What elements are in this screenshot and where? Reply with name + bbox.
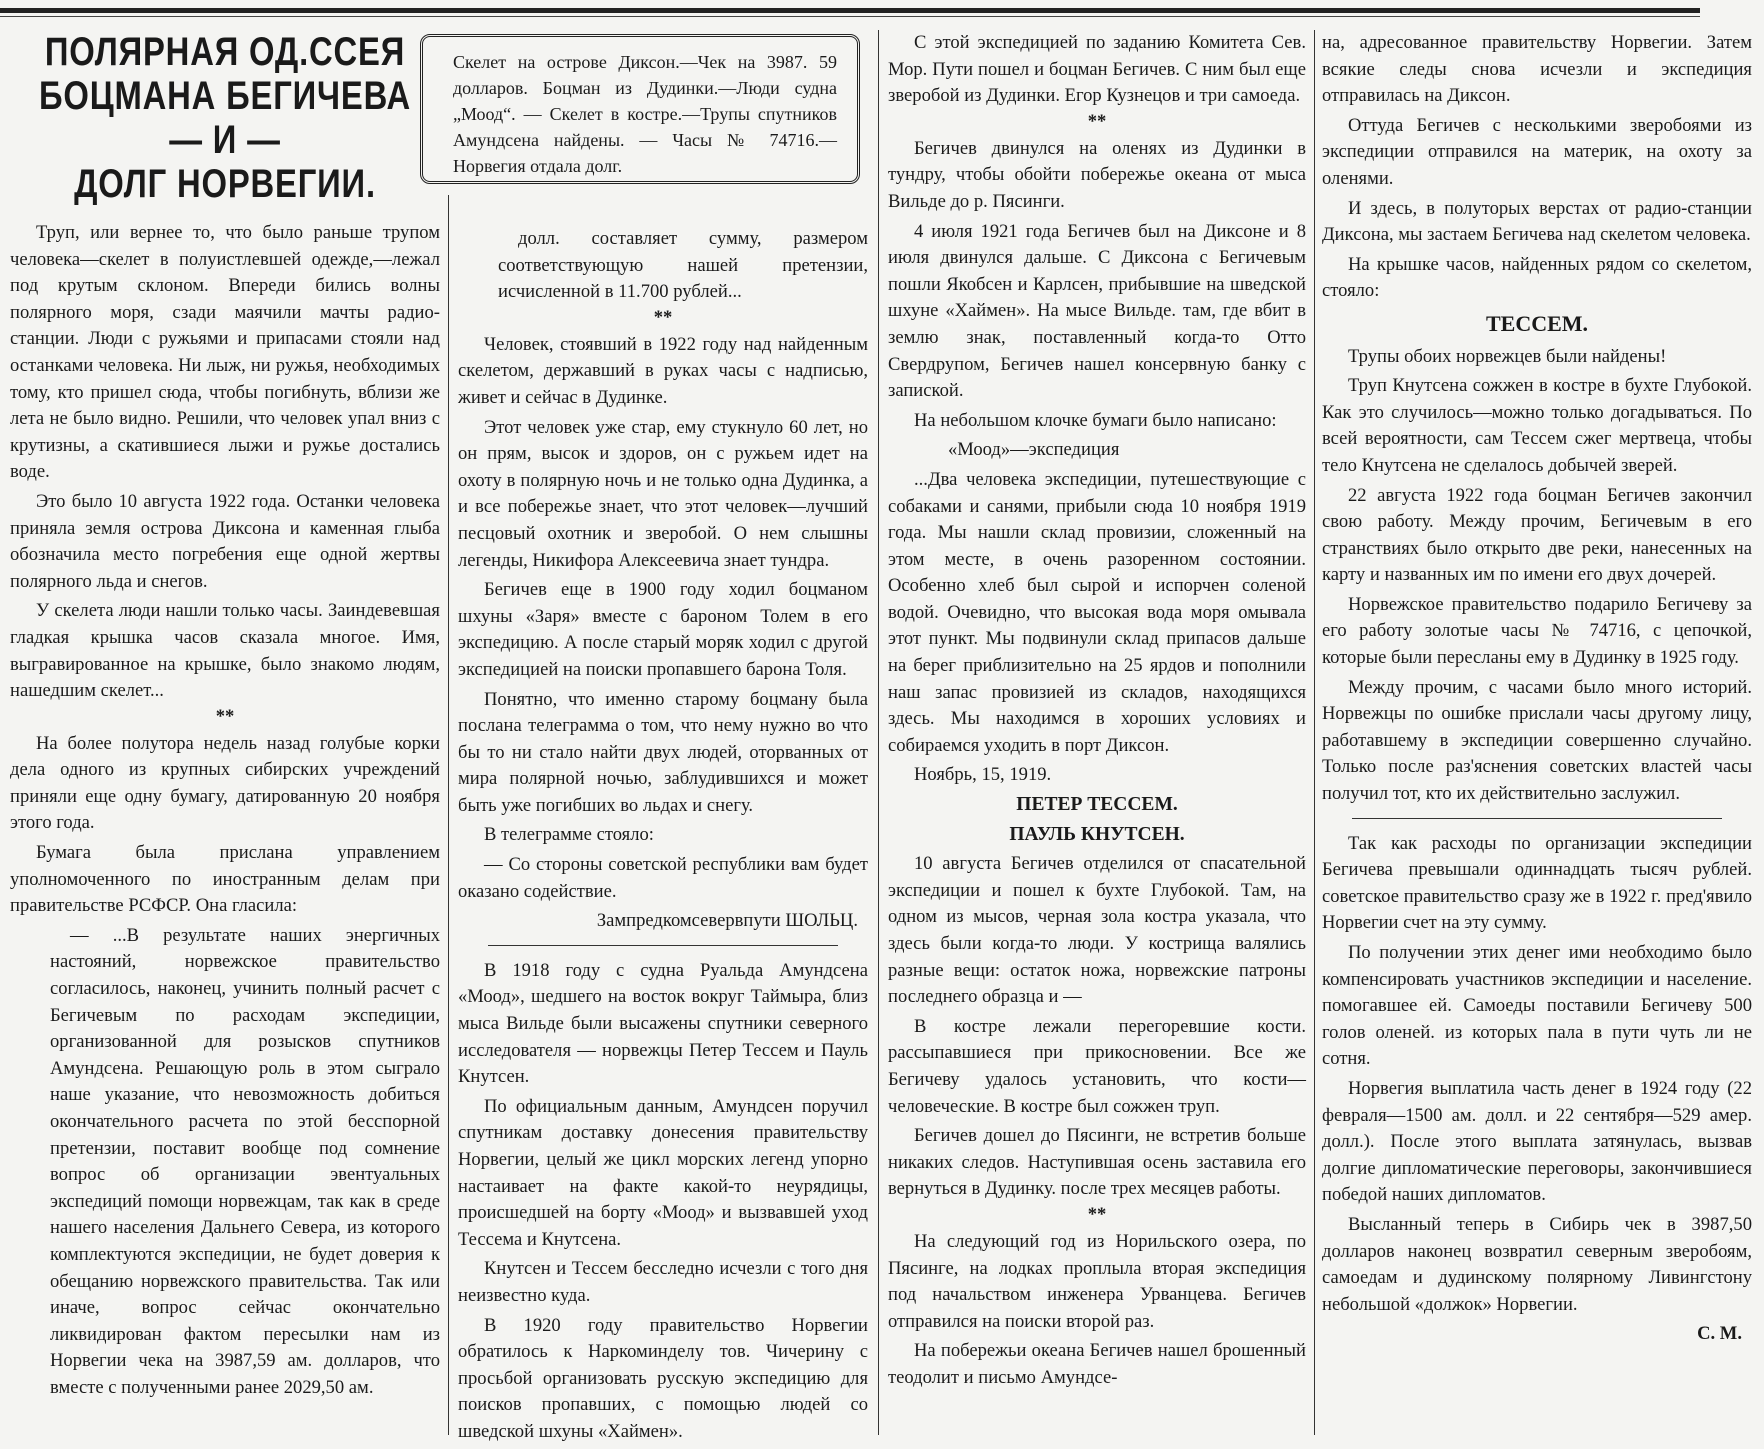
paragraph: Ноябрь, 15, 1919. bbox=[914, 764, 1052, 786]
paragraph: Это было 10 августа 1922 года. Останки человека приняла земля острова Диксона и каменная глыба обозначила место погребения еще одной жертвы полярного льда и снегов. bbox=[10, 490, 440, 592]
paragraph: ...Два человека экспедиции, путешествующие с собаками и санями, прибыли сюда 10 ноября 1919 года. Мы нашли склад провизии, сложенный на этом месте, в очень разоренном состоянии. Особенно хлеб был сырой и испорчен соленой водой. Очевидно, что высокая вода моря омывала этот пункт. Мы подвинули склад припасов дальше на берег приблизительно на 25 ярдов и пополнили наш запас провизией из складов, находящихся здесь. Мы находимся в хороших условиях и собираемся уходить в порт Диксон. bbox=[888, 468, 1306, 756]
section-divider bbox=[1352, 818, 1722, 819]
paragraph: 22 августа 1922 года боцман Бегичев закончил свою работу. Между прочим, Бегичевым в его странствиях было открыто две реки, нанесенных на карту и названных им по имени его двух дочерей. bbox=[1322, 484, 1752, 586]
paragraph: Так как расходы по организации экспедиции Бегичева превышали одиннадцать тысяч рублей. советское правительство сразу же в 1922 г. пред'явило Норвегии счет на эту сумму. bbox=[1322, 832, 1752, 934]
headline-line: БОЦМАНА БЕГИЧЕВА bbox=[39, 74, 411, 118]
paragraph: У скелета люди нашли только часы. Заиндевевшая гладкая крышка часов сказала многое. Имя, выгравированное на крышке, было знакомо людям, нашедшим скелет... bbox=[10, 600, 440, 702]
paragraph: на, адресованное правительству Норвегии. Затем всякие следы снова исчезли и экспедиция отправилась на Диксон. bbox=[1322, 32, 1752, 107]
column-rule bbox=[1314, 30, 1315, 1435]
section-break-asterisks: ** bbox=[1087, 1203, 1107, 1225]
paragraph: На более полутора недель назад голубые корки дела одного из крупных сибирских учреждений приняли еще одну бумагу, датированную 20 ноября этого года. bbox=[10, 732, 440, 834]
column-1 bbox=[10, 30, 440, 1405]
paragraph: Высланный теперь в Сибирь чек в 3987,50 долларов наконец возвратил северным зверобоям, самоедам и дудинскому полярному Ливингстону небольшой «должок» Норвегии. bbox=[1322, 1213, 1752, 1315]
signature: С. М. bbox=[1697, 1323, 1742, 1345]
paragraph: Бегичев еще в 1900 году ходил боцманом шхуны «Заря» вместе с бароном Толем в его экспедицию. А после старый моряк ходил с другой экспедицией на поиски пропавшего барона Толя. bbox=[458, 579, 868, 680]
paragraph: Бегичев дошел до Пясинги, не встретив больше никаких следов. Наступившая осень заставила его вернуться в Дудинку. после трех месяцев работы. bbox=[888, 1125, 1306, 1200]
paragraph: 4 июля 1921 года Бегичев был на Диксоне и 8 июля двинулся дальше. С Диксона с Бегичевым пошли Якобсен и Карлсен, прибывшие на шведской шхуне «Хаймен». На мысе Вильде. там, где вбит в землю знак, поставленный когда-то Отто Свердрупом, Бегичев нашел консервную банку с запиской. bbox=[888, 220, 1306, 402]
name-line: ТЕССЕМ. bbox=[1485, 310, 1589, 336]
paragraph: Этот человек уже стар, ему стукнуло 60 лет, но он прям, высок и здоров, он с ружьем идет на охоту в полярную ночь и не только одна Дудинка, а и все побережье знает, что этот человек—лучший песцовый охотник и зверобой. О нем слышны легенды, Никифора Алексеевича знает тундра. bbox=[458, 416, 868, 571]
paragraph: Бегичев двинулся на оленях из Дудинки в тундру, чтобы обойти побережье океана от мыса Вильде до р. Пясинги. bbox=[888, 137, 1306, 212]
section-break-asterisks: ** bbox=[215, 705, 235, 727]
paragraph: В 1920 году правительство Норвегии обратилось к Наркоминделу тов. Чичерину с просьбой организовать русскую экспедицию для поисков пропавших, с помощью людей со шведской шхуны «Хаймен». bbox=[458, 1314, 868, 1442]
headline-line: ПОЛЯРНАЯ ОД.ССЕЯ bbox=[44, 30, 406, 74]
column-4 bbox=[1322, 30, 1752, 1351]
name-line: ПЕТЕР ТЕССЕМ. bbox=[1016, 794, 1178, 816]
paragraph: На побережьи океана Бегичев нашел брошенный теодолит и письмо Амундсе- bbox=[888, 1340, 1306, 1388]
paragraph: И здесь, в полуторых верстах от радио-станции Диксона, мы застаем Бегичева над скелетом человека. bbox=[1322, 197, 1752, 246]
summary-box bbox=[420, 34, 860, 184]
paragraph: В костре лежали перегоревшие кости. рассыпавшиеся при прикосновении. Все же Бегичеву удалось установить, что кости—человеческие. В костре был сожжен труп. bbox=[888, 1015, 1306, 1117]
section-break-asterisks: ** bbox=[653, 306, 673, 328]
column-rule bbox=[448, 195, 449, 1435]
paragraph: Норвегия выплатила часть денег в 1924 году (22 февраля—1500 ам. долл. и 22 сентября—529 амер. долл.). После этого выплата затянулась, вызвав долгие дипломатические переговоры, закончившиеся победой наших дипломатов. bbox=[1322, 1077, 1752, 1206]
column-rule bbox=[878, 30, 879, 1435]
paragraph: — ...В результате наших энергичных настояний, норвежское правительство согласилось, наконец, учинить полный расчет с Бегичевым по расходам экспедиции, организованной для розысков спутников Амундсена. Решающую роль в этом сыграло наше указание, что невозможность добиться окончательного расчета по этой бесспорной претензии, поставит вообще под сомнение вопрос об организации эвентуальных экспедиций помощи норвежцам, так как в среде нашего населения Дальнего Севера, из которого комплектуются экспедиции, не будет доверия к обещанию норвежского правительства. Так или иначе, вопрос сейчас окончательно ликвидирован фактом пересылки нам из Норвегии чека на 3987,59 ам. долларов, что вместе с полученными ранее 2029,50 ам. bbox=[50, 924, 440, 1398]
paragraph: Человек, стоявший в 1922 году над найденным скелетом, державший в руках часы с надписью, живет и сейчас в Дудинке. bbox=[458, 333, 868, 408]
summary-text: Скелет на острове Диксон.—Чек на 3987. 59 долларов. Боцман из Дудинки.—Люди судна „Моод“. — Скелет в костре.—Трупы спутников Амундсена найдены. — Часы № 74716.—Норвегия отдала долг. bbox=[453, 52, 837, 176]
top-rule bbox=[0, 8, 1700, 13]
section-break-asterisks: ** bbox=[1087, 110, 1107, 132]
paragraph: долл. составляет сумму, размером соответствующую нашей претензии, исчисленной в 11.700 рублей... bbox=[498, 228, 868, 303]
paragraph: На крышке часов, найденных рядом со скелетом, стояло: bbox=[1322, 253, 1752, 302]
paragraph: На небольшом клочке бумаги было написано: bbox=[914, 409, 1277, 431]
signature: Зампредкомсевервпути ШОЛЬЦ. bbox=[596, 910, 858, 932]
section-divider bbox=[488, 945, 838, 946]
paragraph: Понятно, что именно старому боцману была послана телеграмма о том, что нему нужно во что бы то ни стало найти двух людей, оторванных от мира полярной ночью, заблудившихся и может быть уже погибших во льдах и снегу. bbox=[458, 688, 868, 816]
paragraph: «Моод»—экспедиция bbox=[948, 439, 1120, 461]
paragraph: Оттуда Бегичев с несколькими зверобоями из экспедиции отправился на материк, на охоту за оленями. bbox=[1322, 114, 1752, 189]
top-rule-thin bbox=[0, 16, 1700, 17]
paragraph: По официальным данным, Амундсен поручил спутникам доставку донесения правительству Норвегии, целый же цикл морских легенд упорно настаивает на факте какой-то неурядицы, происшедшей на борту «Моод» и вызвавшей уход Тессема и Кнутсена. bbox=[458, 1095, 868, 1250]
headline bbox=[16, 30, 434, 206]
paragraph: 10 августа Бегичев отделился от спасательной экспедиции и пошел к бухте Глубокой. Там, на одном из мысов, черная зола костра указала, что здесь были когда-то люди. У кострища валялись разные вещи: остаток ножа, норвежские патроны последнего образца и — bbox=[888, 853, 1306, 1008]
paragraph: Труп Кнутсена сожжен в костре в бухте Глубокой. Как это случилось—можно только догадываться. По всей вероятности, сам Тессем сжег мертвеца, чтобы тело Кнутсена не сделалось добычей зверей. bbox=[1322, 375, 1752, 476]
headline-line: — И — bbox=[169, 118, 281, 162]
paragraph: На следующий год из Норильского озера, по Пясинге, на лодках проплыла вторая экспедиция под начальством инженера Урванцева. Бегичев отправился на поиски второй раз. bbox=[888, 1230, 1306, 1332]
paragraph: Труп, или вернее то, что было раньше трупом человека—скелет в полуистлевшей одежде,—лежал под крутым склоном. Впереди бились волны полярного моря, сзади маячили мачты радио-станции. Люди с ружьями и припасами стояли над останками человека. Ни лыж, ни ружья, необходимых тому, кто пришел сюда, чтобы погибнуть, вблизи же лета не было видно. Решили, что человек упал вниз с крутизны, а скатившиеся лыжи и ружье достались воде. bbox=[10, 222, 440, 483]
column-3 bbox=[888, 30, 1306, 1395]
paragraph: Кнутсен и Тессем бесследно исчезли с того дня неизвестно куда. bbox=[458, 1258, 868, 1306]
paragraph: В 1918 году с судна Руальда Амундсена «Моод», шедшего на восток вокруг Таймыра, близ мыса Вильде были высажены спутники северного исследователя — норвежцы Петер Тессем и Пауль Кнутсен. bbox=[458, 959, 868, 1088]
paragraph: Бумага была прислана управлением уполномоченного по иностранным делам при правительстве РСФСР. Она гласила: bbox=[10, 842, 440, 917]
paragraph: Между прочим, с часами было много историй. Норвежцы по ошибке прислали часы другому лицу, работавшему в экспедиции совершенно случайно. Только после раз'яснения советских властей часы получил тот, кто их действительно заслужил. bbox=[1322, 676, 1752, 805]
paragraph: В телеграмме стояло: bbox=[484, 824, 654, 846]
paragraph: По получении этих денег ими необходимо было компенсировать участников экспедиции и население. помогавшее ей. Самоеды поставили Бегичеву 500 голов оленей. из которых пала в пути чуть ли не сотня. bbox=[1322, 942, 1752, 1070]
headline-line: ДОЛГ НОРВЕГИИ. bbox=[74, 162, 376, 206]
paragraph: Трупы обоих норвежцев были найдены! bbox=[1348, 345, 1667, 367]
paragraph: С этой экспедицией по заданию Комитета Сев. Мор. Пути пошел и боцман Бегичев. С ним был еще зверобой из Дудинки. Егор Кузнецов и три самоеда. bbox=[888, 32, 1306, 107]
column-2 bbox=[458, 226, 868, 1449]
paragraph: — Со стороны советской республики вам будет оказано содействие. bbox=[458, 854, 868, 902]
name-line: ПАУЛЬ КНУТСЕН. bbox=[1009, 823, 1185, 845]
paragraph: Норвежское правительство подарило Бегичеву за его работу золотые часы № 74716, с цепочкой, которые были пересланы ему в Дудинку в 1925 году. bbox=[1322, 593, 1752, 669]
